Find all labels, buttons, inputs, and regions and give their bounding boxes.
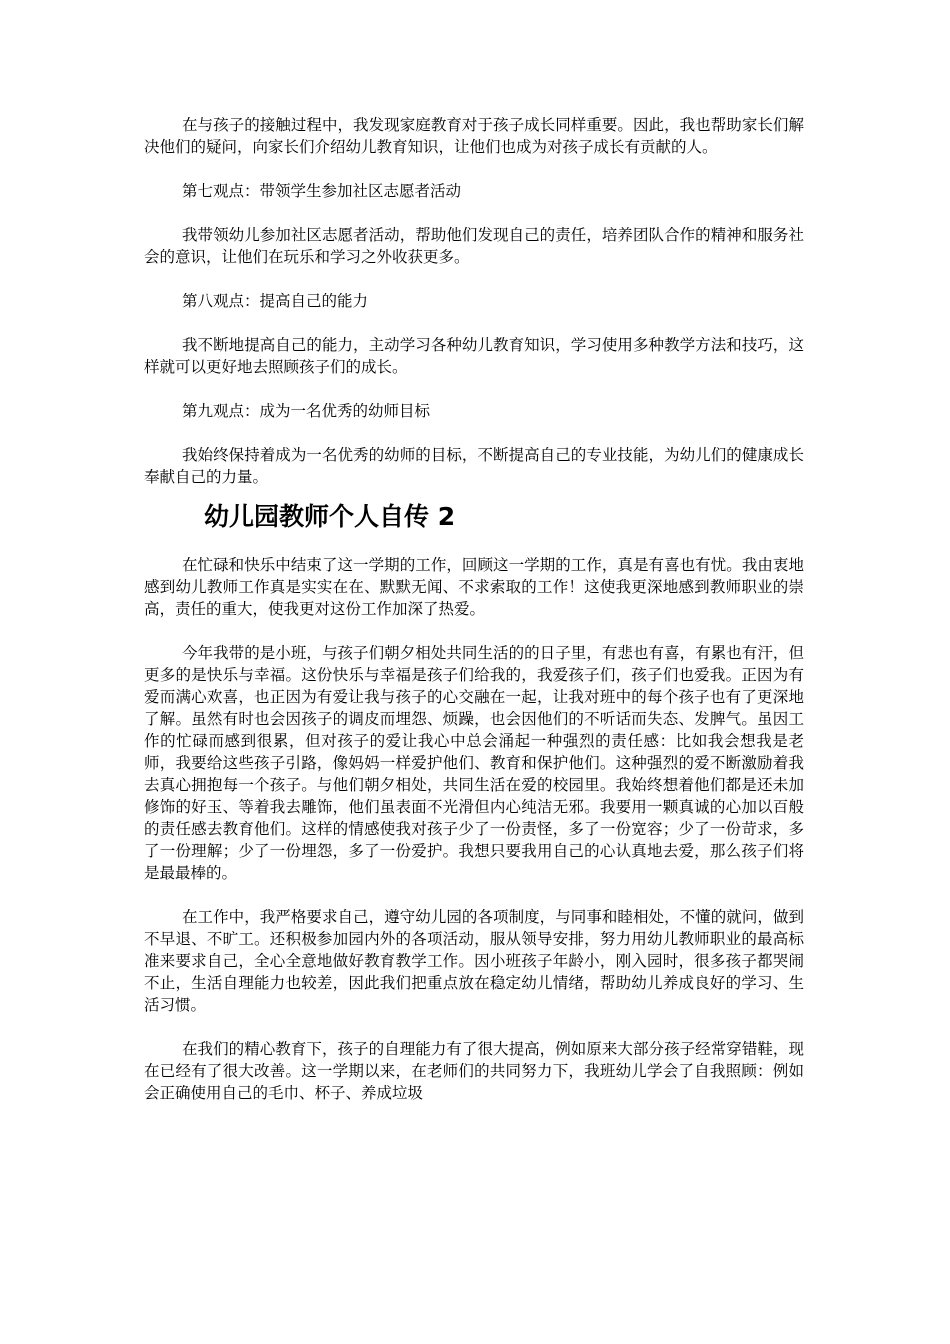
paragraph-improve-ability: 我不断地提高自己的能力，主动学习各种幼儿教育知识，学习使用多种教学方法和技巧，这样就可以更好地去照顾孩子们的成长。 <box>144 336 804 376</box>
document-page <box>144 114 804 1104</box>
paragraph-volunteer: 我带领幼儿参加社区志愿者活动，帮助他们发现自己的责任，培养团队合作的精神和服务社会的意识，让他们在玩乐和学习之外收获更多。 <box>144 226 804 266</box>
paragraph-family-education: 在与孩子的接触过程中，我发现家庭教育对于孩子成长同样重要。因此，我也帮助家长们解决他们的疑问，向家长们介绍幼儿教育知识，让他们也成为对孩子成长有贡献的人。 <box>144 116 804 156</box>
point-nine-heading: 第九观点：成为一名优秀的幼师目标 <box>182 402 431 420</box>
point-eight-heading: 第八观点：提高自己的能力 <box>182 292 369 310</box>
paragraph-self-care: 在我们的精心教育下，孩子的自理能力有了很大提高，例如原来大部分孩子经常穿错鞋，现在已经有了很大改善。这一学期以来，在老师们的共同努力下，我班幼儿学会了自我照顾：例如会正确使用自己的毛巾、杯子、养成垃圾 <box>144 1040 804 1102</box>
point-seven-heading: 第七观点：带领学生参加社区志愿者活动 <box>182 182 462 200</box>
section-title: 幼儿园教师个人自传 2 <box>204 502 456 531</box>
paragraph-work-attitude: 在工作中，我严格要求自己，遵守幼儿园的各项制度，与同事和睦相处，不懂的就问，做到不早退、不旷工。还积极参加园内外的各项活动，服从领导安排，努力用幼儿教师职业的最高标准来要求自己，全心全意地做好教育教学工作。因小班孩子年龄小，刚入园时，很多孩子都哭闹不止，生活自理能力也较差，因此我们把重点放在稳定幼儿情绪，帮助幼儿养成良好的学习、生活习惯。 <box>144 908 804 1014</box>
paragraph-semester-review: 在忙碌和快乐中结束了这一学期的工作，回顾这一学期的工作，真是有喜也有忧。我由衷地感到幼儿教师工作真是实实在在、默默无闻、不求索取的工作！这使我更深地感到教师职业的崇高，责任的重大，使我更对这份工作加深了热爱。 <box>144 556 804 618</box>
paragraph-goal: 我始终保持着成为一名优秀的幼师的目标，不断提高自己的专业技能，为幼儿们的健康成长奉献自己的力量。 <box>144 446 804 486</box>
paragraph-small-class: 今年我带的是小班，与孩子们朝夕相处共同生活的的日子里，有悲也有喜，有累也有汗，但更多的是快乐与幸福。这份快乐与幸福是孩子们给我的，我爱孩子们，孩子们也爱我。正因为有爱而满心欢喜，也正因为有爱让我与孩子的心交融在一起，让我对班中的每个孩子也有了更深地了解。虽然有时也会因孩子的调皮而埋怨、烦躁，也会因他们的不听话而失态、发脾气。虽因工作的忙碌而感到很累，但对孩子的爱让我心中总会涌起一种强烈的责任感：比如我会想我是老师，我要给这些孩子引路，像妈妈一样爱护他们、教育和保护他们。这种强烈的爱不断激励着我去真心拥抱每一个孩子。与他们朝夕相处，共同生活在爱的校园里。我始终想着他们都是还未加修饰的好玉、等着我去雕饰，他们虽表面不光滑但内心纯洁无邪。我要用一颗真诚的心加以百般的责任感去教育他们。这样的情感使我对孩子少了一份责怪，多了一份宽容；少了一份苛求，多了一份理解；少了一份埋怨，多了一份爱护。我想只要我用自己的心认真地去爱，那么孩子们将是最最棒的。 <box>144 644 804 882</box>
